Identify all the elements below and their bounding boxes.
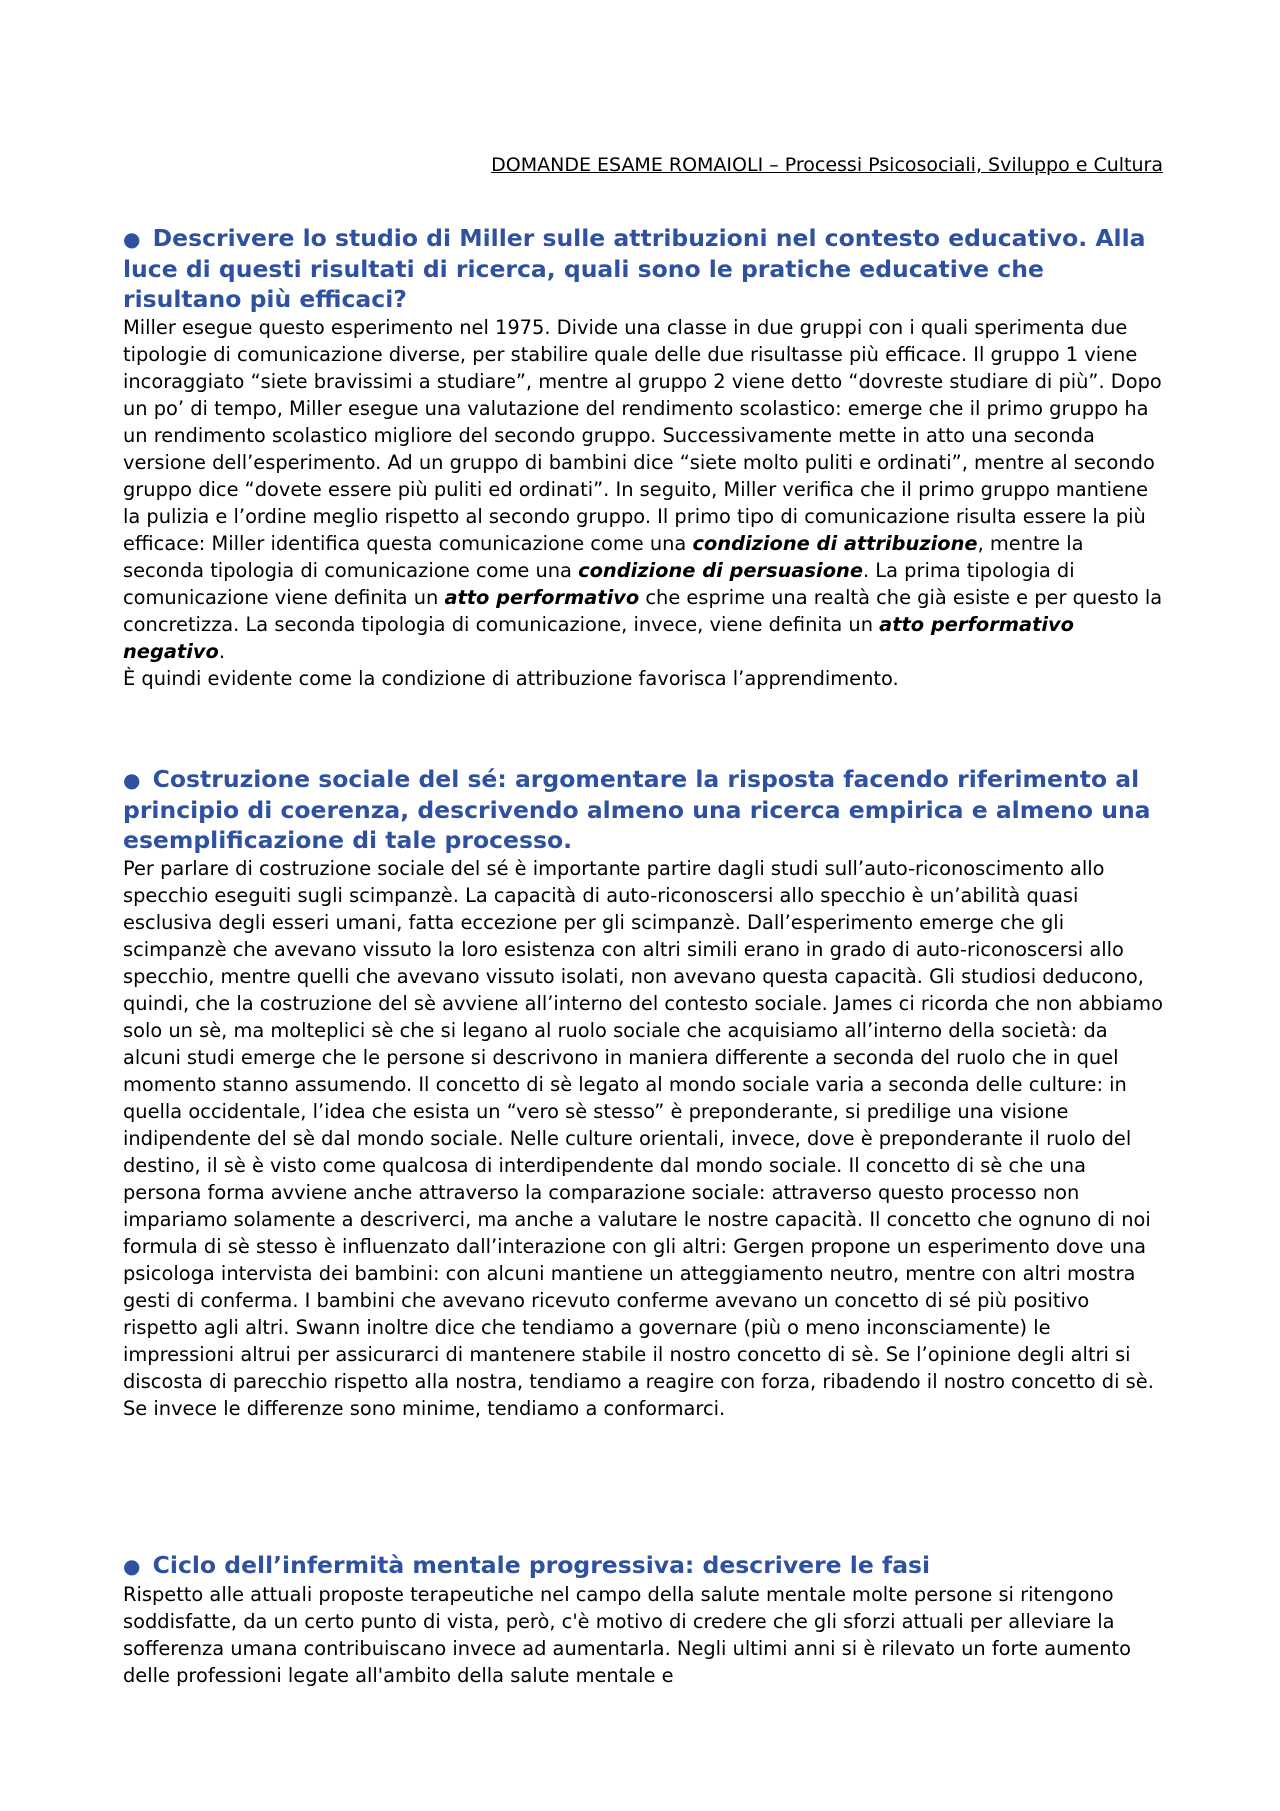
answer-text: , mentre la seconda tipologia di comunicazione come una	[123, 532, 1084, 582]
answer-paragraph-2: Per parlare di costruzione sociale del sé è importante partire dagli studi sull’auto-riconoscimento allo specchio eseguiti sugli scimpanzè. La capacità di auto-riconoscersi allo specchio è un’abilità quasi esclusiva degli esseri umani, fatta eccezione per gli scimpanzè. Dall’esperimento emerge che gli scimpanzè che avevano vissuto la loro esistenza con altri simili erano in grado di auto-riconoscersi allo specchio, mentre quelli che avevano vissuto isolati, non avevano questa capacità. Gli studiosi deducono, quindi, che la costruzione del sè avviene all’interno del contesto sociale. James ci ricorda che non abbiamo solo un sè, ma molteplici sè che si legano al ruolo sociale che acquisiamo all’interno della società: da alcuni studi emerge che le persone si descrivono in maniera differente a seconda del ruolo che in quel momento stanno assumendo. Il concetto di sè legato al mondo sociale varia a seconda delle culture: in quella occidentale, l’idea che esista un “vero sè stesso” è preponderante, si predilige una visione indipendente del sè dal mondo sociale. Nelle culture orientali, invece, dove è preponderante il ruolo del destino, il sè è visto come qualcosa di interdipendente dal mondo sociale. Il concetto di sè che una persona forma avviene anche attraverso la comparazione sociale: attraverso questo processo non impariamo solamente a descriverci, ma anche a valutare le nostre capacità. Il concetto che ognuno di noi formula di sè stesso è influenzato dall’interazione con gli altri: Gergen propone un esperimento dove una psicologa intervista dei bambini: con alcuni mantiene un atteggiamento neutro, mentre con altri mostra gesti di conferma. I bambini che avevano ricevuto conferme avevano un concetto di sé più positivo rispetto agli altri. Swann inoltre dice che tendiamo a governare (più o meno inconsciamente) le impressioni altrui per assicurarci di mantenere stabile il nostro concetto di sè. Se l’opinione degli altri si discosta di parecchio rispetto alla nostra, tendiamo a reagire con forza, ribadendo il nostro concetto di sè. Se invece le differenze sono minime, tendiamo a conformarci.	[123, 857, 1163, 1420]
answer-text: . La prima tipologia di comunicazione viene definita un	[123, 559, 1075, 609]
question-heading-3	[123, 1550, 1163, 1581]
question-text: Descrivere lo studio di Miller sulle attribuzioni nel contesto educativo. Alla luce di questi risultati di ricerca, quali sono le pratiche educative che risultano più efficaci?	[123, 224, 1146, 313]
question-heading-1	[123, 223, 1163, 314]
term-atto-performativo: atto performativo	[444, 586, 640, 609]
term-condizione-di-persuasione: condizione di persuasione	[578, 559, 863, 582]
bullet-icon: ●	[123, 1554, 141, 1578]
document-header: DOMANDE ESAME ROMAIOLI – Processi Psicosociali, Sviluppo e Cultura	[491, 154, 1163, 176]
answer-text: Miller esegue questo esperimento nel 1975. Divide una classe in due gruppi con i quali sperimenta due tipologie di comunicazione diverse, per stabilire quale delle due risultasse più efficace. Il gruppo 1 viene incoraggiato “siete bravissimi a studiare”, mentre al gruppo 2 viene detto “dovreste studiare di più”. Dopo un po’ di tempo, Miller esegue una valutazione del rendimento scolastico: emerge che il primo gruppo ha un rendimento scolastico migliore del secondo gruppo. Successivamente mette in atto una seconda versione dell’esperimento. Ad un gruppo di bambini dice “siete molto puliti e ordinati”, mentre al secondo gruppo dice “dovete essere più puliti ed ordinati”. In seguito, Miller verifica che il primo gruppo mantiene la pulizia e l’ordine meglio rispetto al secondo gruppo. Il primo tipo di comunicazione risulta essere la più efficace: Miller identifica questa comunicazione come una	[123, 316, 1162, 555]
question-text: Costruzione sociale del sé: argomentare la risposta facendo riferimento al principio di coerenza, descrivendo almeno una ricerca empirica e almeno una esemplificazione di tale processo.	[123, 765, 1151, 854]
bullet-icon: ●	[123, 768, 141, 792]
term-condizione-di-attribuzione: condizione di attribuzione	[692, 532, 978, 555]
question-section-2	[123, 764, 1163, 1422]
question-text: Ciclo dell’infermità mentale progressiva: descrivere le fasi	[152, 1551, 931, 1579]
answer-paragraph-1	[123, 314, 1163, 665]
question-section-3	[123, 1550, 1163, 1689]
question-section-1	[123, 223, 1163, 692]
bullet-icon: ●	[123, 227, 141, 251]
question-heading-2	[123, 764, 1163, 855]
term-atto-performativo-negativo: atto performativo negativo	[123, 613, 1074, 663]
answer-paragraph-3: Rispetto alle attuali proposte terapeutiche nel campo della salute mentale molte persone si ritengono soddisfatte, da un certo punto di vista, però, c'è motivo di credere che gli sforzi attuali per alleviare la sofferenza umana contribuiscano invece ad aumentarla. Negli ultimi anni si è rilevato un forte aumento delle professioni legate all'ambito della salute mentale e	[123, 1583, 1131, 1687]
answer-text: .	[218, 640, 225, 663]
answer-text: che esprime una realtà che già esiste e per questo la concretizza. La seconda tipologia di comunicazione, invece, viene definita un	[123, 586, 1163, 636]
answer-conclusion-1: È quindi evidente come la condizione di attribuzione favorisca l’apprendimento.	[123, 667, 899, 690]
